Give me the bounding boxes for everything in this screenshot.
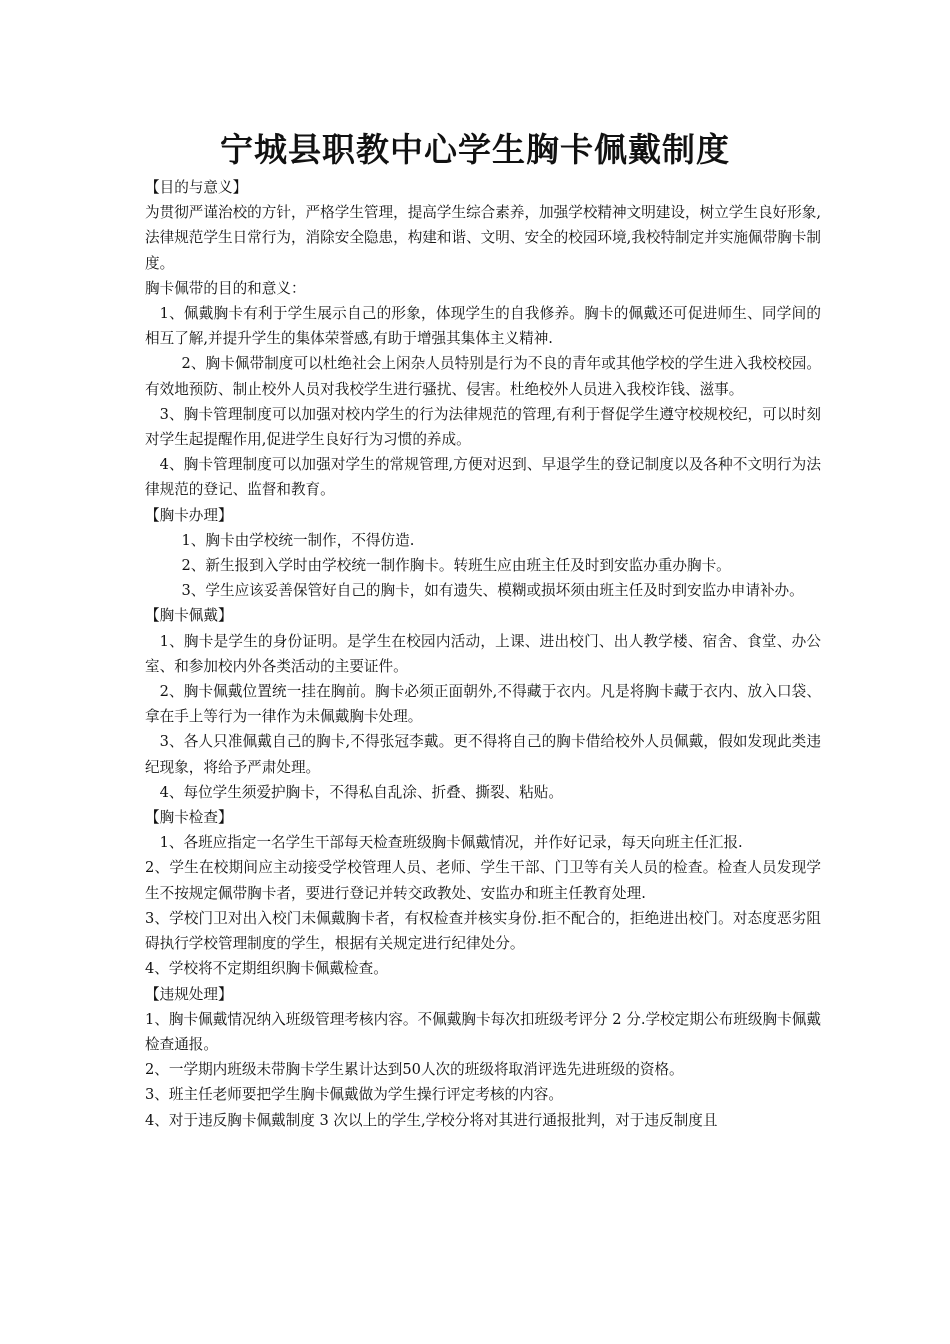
section-heading: 【胸卡办理】	[145, 506, 233, 524]
paragraph: 1、佩戴胸卡有利于学生展示自己的形象，体现学生的自我修养。胸卡的佩戴还可促进师生、同学间的相互了解,并提升学生的集体荣誉感,有助于增强其集体主义精神.	[145, 305, 821, 348]
paragraph: 1、胸卡佩戴情况纳入班级管理考核内容。不佩戴胸卡每次扣班级考评分 2 分.学校定期公布班级胸卡佩戴检查通报。	[145, 1010, 821, 1053]
paragraph: 胸卡佩带的目的和意义：	[145, 279, 306, 297]
section-heading: 【目的与意义】	[145, 179, 248, 196]
paragraph: 4、学校将不定期组织胸卡佩戴检查。	[145, 960, 388, 978]
paragraph: 3、各人只准佩戴自己的胸卡,不得张冠李戴。更不得将自己的胸卡借给校外人员佩戴，假如发现此类违纪现象，将给予严肃处理。	[145, 733, 821, 776]
section-heading: 【胸卡检查】	[145, 809, 233, 827]
section-heading: 【违规处理】	[145, 985, 233, 1003]
paragraph: 3、学校门卫对出入校门未佩戴胸卡者，有权检查并核实身份.拒不配合的，拒绝进出校门。对态度恶劣阻碍执行学校管理制度的学生，根据有关规定进行纪律处分。	[145, 909, 821, 953]
paragraph: 2、新生报到入学时由学校统一制作胸卡。转班生应由班主任及时到安监办重办胸卡。	[181, 557, 731, 575]
paragraph: 4、对于违反胸卡佩戴制度 3 次以上的学生,学校分将对其进行通报批判，对于违反制度且	[145, 1111, 718, 1129]
paragraph: 3、班主任老师要把学生胸卡佩戴做为学生操行评定考核的内容。	[145, 1086, 563, 1104]
document-title: 宁城县职教中心学生胸卡佩戴制度	[220, 130, 730, 169]
paragraph: 1、各班应指定一名学生干部每天检查班级胸卡佩戴情况，并作好记录，每天向班主任汇报.	[159, 834, 743, 852]
paragraph: 2、胸卡佩戴位置统一挂在胸前。胸卡必须正面朝外,不得藏于衣内。凡是将胸卡藏于衣内、放入口袋、拿在手上等行为一律作为未佩戴胸卡处理。	[145, 683, 821, 726]
document-body	[145, 175, 821, 1133]
paragraph: 2、胸卡佩带制度可以杜绝社会上闲杂人员特别是行为不良的青年或其他学校的学生进入我校校园。有效地预防、制止校外人员对我校学生进行骚扰、侵害。杜绝校外人员进入我校诈钱、滋事。	[145, 355, 821, 398]
paragraph: 2、学生在校期间应主动接受学校管理人员、老师、学生干部、门卫等有关人员的检查。检查人员发现学生不按规定佩带胸卡者，要进行登记并转交政教处、安监办和班主任教育处理.	[145, 859, 821, 902]
paragraph: 3、胸卡管理制度可以加强对校内学生的行为法律规范的管理,有利于督促学生遵守校规校纪，可以时刻对学生起提醒作用,促进学生良好行为习惯的养成。	[145, 405, 821, 449]
paragraph: 3、学生应该妥善保管好自己的胸卡，如有遗失、模糊或损坏须由班主任及时到安监办申请补办。	[181, 582, 804, 600]
paragraph: 1、胸卡是学生的身份证明。是学生在校园内活动，上课、进出校门、出人教学楼、宿舍、食堂、办公室、和参加校内外各类活动的主要证件。	[145, 632, 821, 675]
paragraph: 为贯彻严谨治校的方针，严格学生管理，提高学生综合素养，加强学校精神文明建设，树立学生良好形象,法律规范学生日常行为，消除安全隐患，构建和谐、文明、安全的校园环境,我校特制定并实施佩带胸卡制度。	[145, 204, 821, 272]
section-heading: 【胸卡佩戴】	[145, 607, 233, 625]
paragraph: 4、胸卡管理制度可以加强对学生的常规管理,方便对迟到、早退学生的登记制度以及各种不文明行为法律规范的登记、监督和教育。	[145, 456, 821, 499]
paragraph: 1、胸卡由学校统一制作，不得仿造.	[181, 531, 415, 549]
paragraph: 2、一学期内班级未带胸卡学生累计达到50人次的班级将取消评选先进班级的资格。	[145, 1061, 684, 1079]
paragraph: 4、每位学生须爱护胸卡，不得私自乱涂、折叠、撕裂、粘贴。	[159, 783, 563, 801]
